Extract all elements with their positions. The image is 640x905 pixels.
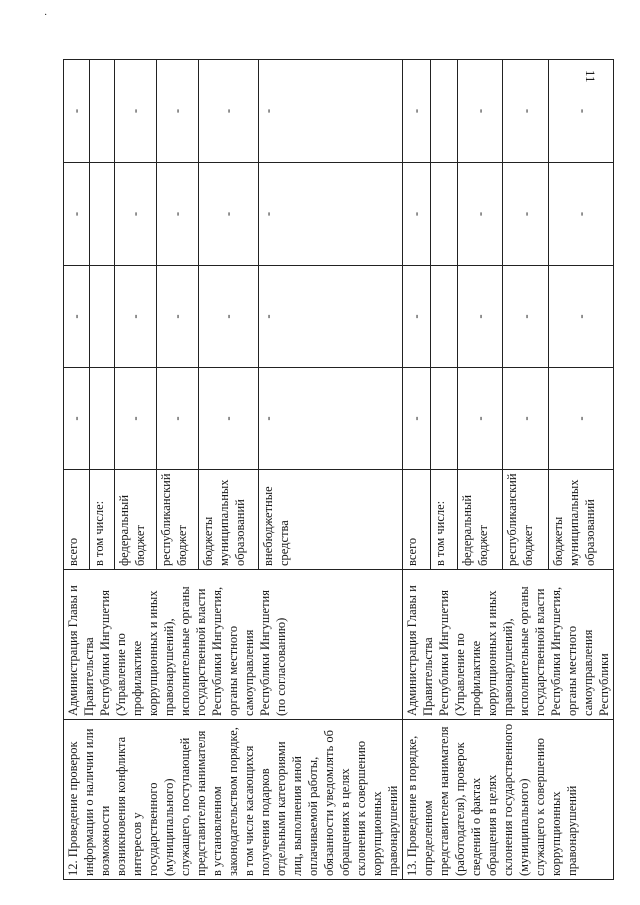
- value-cell: -: [458, 266, 503, 368]
- value-cell: -: [115, 163, 157, 266]
- value-cell: [89, 163, 115, 266]
- value-cell: [430, 368, 458, 470]
- value-cell: -: [548, 163, 613, 266]
- value-cell: -: [503, 266, 548, 368]
- value-cell: -: [403, 60, 431, 163]
- source-cell: бюджеты муниципальных образований: [198, 470, 258, 570]
- measure-cell: 13. Проведение в порядке, определенном представителем нанимателя (работодателя), проверок сведений о фактах обращения в целях склонения государственного (муниципального) служащего к совершению коррупционных правонарушений: [403, 720, 614, 880]
- value-cell: [89, 266, 115, 368]
- value-cell: -: [258, 163, 402, 266]
- value-cell: -: [115, 266, 157, 368]
- value-cell: -: [458, 163, 503, 266]
- value-cell: -: [548, 60, 613, 163]
- source-cell: всего: [403, 470, 431, 570]
- value-cell: -: [156, 163, 198, 266]
- value-cell: -: [156, 266, 198, 368]
- executor-cell: Администрация Главы и Правительства Республики Ингушетия (Управление по профилактике коррупционных и иных правонарушений), исполнительные органы государственной власти Республики Ингушетия, органы местного самоуправления Республики: [403, 570, 614, 720]
- value-cell: -: [64, 368, 90, 470]
- value-cell: -: [258, 368, 402, 470]
- value-cell: -: [64, 163, 90, 266]
- value-cell: [89, 368, 115, 470]
- value-cell: -: [115, 60, 157, 163]
- executor-cell: Администрация Главы и Правительства Республики Ингушетия (Управление по профилактике коррупционных и иных правонарушений), исполнительные органы государственной власти Республики Ингушетия, органы местного самоуправления Республики Ингушетия (по согласованию): [64, 570, 403, 720]
- source-cell: в том числе:: [89, 470, 115, 570]
- value-cell: -: [64, 266, 90, 368]
- value-cell: -: [64, 60, 90, 163]
- source-cell: всего: [64, 470, 90, 570]
- value-cell: -: [503, 60, 548, 163]
- value-cell: -: [198, 368, 258, 470]
- value-cell: -: [458, 60, 503, 163]
- value-cell: -: [548, 368, 613, 470]
- value-cell: -: [258, 266, 402, 368]
- table-row: [64, 60, 90, 880]
- value-cell: [430, 163, 458, 266]
- value-cell: -: [403, 163, 431, 266]
- value-cell: -: [403, 266, 431, 368]
- scan-dot: ·: [44, 10, 48, 21]
- value-cell: -: [503, 368, 548, 470]
- page-number: 11: [583, 70, 598, 83]
- value-cell: -: [115, 368, 157, 470]
- value-cell: -: [548, 266, 613, 368]
- value-cell: -: [198, 163, 258, 266]
- value-cell: -: [458, 368, 503, 470]
- table-row: [403, 60, 431, 880]
- value-cell: -: [258, 60, 402, 163]
- value-cell: [430, 266, 458, 368]
- measure-cell: 12. Проведение проверок информации о наличии или возможности возникновения конфликта интересов у государственного (муниципального) служащего, поступающей представителю нанимателя в установленном законодательством порядке, в том числе касающихся получения подарков отдельными категориями лиц, выполнения иной оплачиваемой работы, обязанности уведомлять об обращениях в целях склонения к совершению коррупционных правонарушений: [64, 720, 403, 880]
- source-cell: внебюджетные средства: [258, 470, 402, 570]
- value-cell: [89, 60, 115, 163]
- source-cell: бюджеты муниципальных образований: [548, 470, 613, 570]
- source-cell: в том числе:: [430, 470, 458, 570]
- value-cell: -: [156, 60, 198, 163]
- value-cell: -: [156, 368, 198, 470]
- program-measures-table: [63, 59, 614, 880]
- value-cell: -: [198, 266, 258, 368]
- value-cell: -: [503, 163, 548, 266]
- value-cell: -: [403, 368, 431, 470]
- value-cell: [430, 60, 458, 163]
- source-cell: республиканский бюджет: [156, 470, 198, 570]
- source-cell: федеральный бюджет: [458, 470, 503, 570]
- source-cell: республиканский бюджет: [503, 470, 548, 570]
- value-cell: -: [198, 60, 258, 163]
- source-cell: федеральный бюджет: [115, 470, 157, 570]
